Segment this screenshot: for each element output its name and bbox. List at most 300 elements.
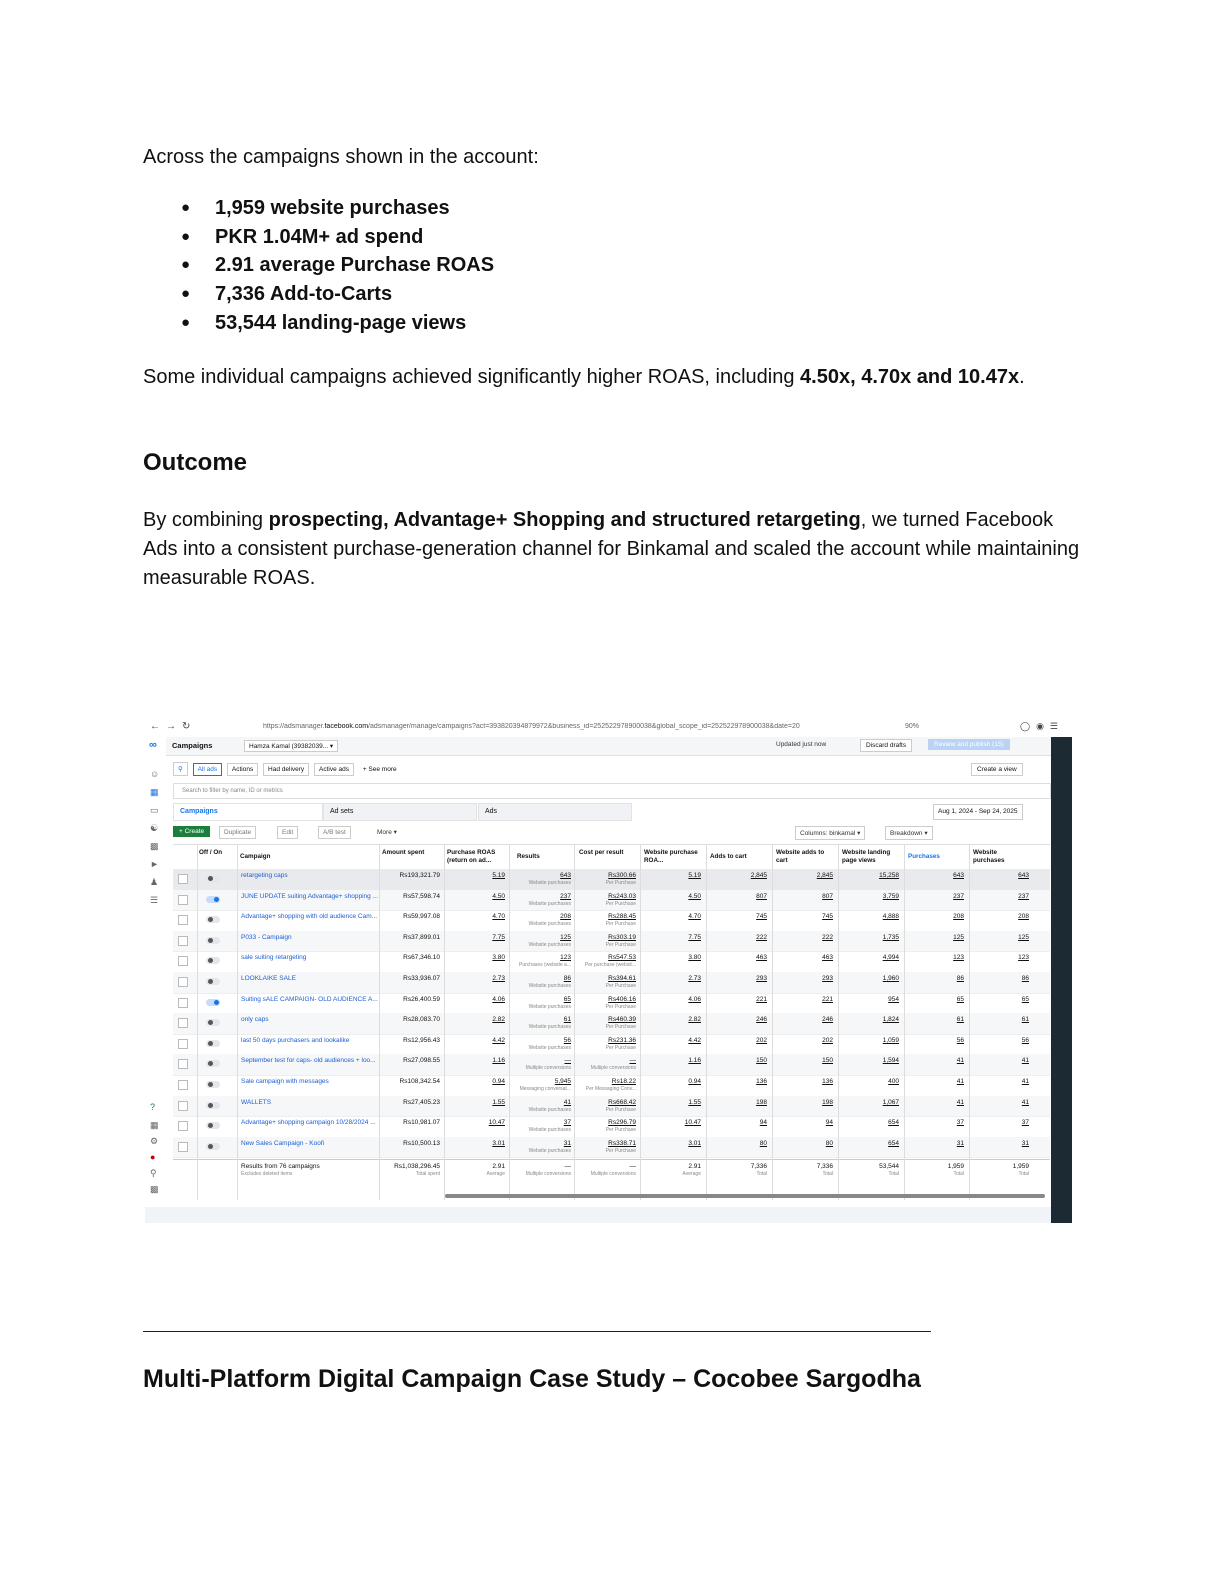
roas-text-end: .: [1019, 366, 1025, 388]
cell-lpv[interactable]: 654: [888, 1119, 899, 1127]
outcome-text: By combining: [143, 509, 269, 531]
campaign-toggle[interactable]: [206, 937, 220, 944]
account-selector[interactable]: Hamza Kamal (39382039... ▾: [244, 740, 338, 752]
total-wroas-sub: Average: [682, 1171, 701, 1178]
cell-wpur[interactable]: 41: [1021, 1078, 1029, 1085]
cell-wpur[interactable]: 31: [1021, 1139, 1029, 1147]
cell-pur[interactable]: 208: [953, 913, 964, 921]
cell-wpur[interactable]: 65: [1021, 995, 1029, 1003]
table-row[interactable]: [173, 931, 1050, 953]
cell-watc[interactable]: 293: [822, 975, 833, 982]
cell-wroas[interactable]: 2.73: [688, 975, 701, 982]
settings-icon[interactable]: ⚙: [150, 1136, 159, 1146]
cell-wroas[interactable]: 4.50: [688, 892, 701, 900]
filter-see-more[interactable]: + See more: [359, 764, 401, 775]
smile-icon[interactable]: ☺: [150, 769, 160, 779]
cell-wroas[interactable]: 3.01: [688, 1139, 701, 1147]
cell-watc[interactable]: 198: [822, 1098, 833, 1106]
breakdown-button[interactable]: Breakdown ▾: [885, 826, 933, 840]
cell-spent: Rs27,098.55: [403, 1057, 440, 1065]
col-purchases[interactable]: Purchases: [908, 853, 940, 860]
cell-results[interactable]: —: [564, 1057, 571, 1065]
cell-roas[interactable]: 2.73: [492, 975, 505, 982]
campaign-toggle[interactable]: [206, 1143, 220, 1150]
cell-atc[interactable]: 745: [756, 913, 767, 921]
col-results[interactable]: Results: [517, 853, 540, 860]
campaign-name-link[interactable]: only caps: [241, 1016, 269, 1024]
col-website-purchase-roas[interactable]: Website purchase ROA...: [644, 849, 698, 864]
cell-watc[interactable]: 246: [822, 1016, 833, 1024]
pages-icon[interactable]: ▭: [150, 805, 159, 815]
cell-cpr[interactable]: Rs18.22: [611, 1078, 636, 1085]
filter-all-ads[interactable]: All ads: [193, 763, 223, 776]
cell-cpr[interactable]: Rs338.71: [608, 1139, 636, 1147]
col-off-on[interactable]: Off / On: [199, 849, 223, 856]
cell-atc[interactable]: 198: [756, 1098, 767, 1106]
create-button[interactable]: + Create: [173, 826, 210, 837]
edit-button[interactable]: Edit: [277, 826, 298, 839]
column-divider: [379, 844, 380, 1200]
browser-nav-icons[interactable]: ←→↻: [150, 721, 197, 732]
row-checkbox[interactable]: [178, 1121, 188, 1131]
tab-campaigns[interactable]: Campaigns: [173, 803, 323, 821]
cell-watc[interactable]: 463: [822, 954, 833, 962]
filter-actions[interactable]: Actions: [227, 763, 258, 776]
column-divider: [237, 844, 238, 1200]
col-cost-per-result[interactable]: Cost per result: [579, 849, 624, 856]
campaign-toggle[interactable]: [206, 999, 220, 1006]
cell-results-sub: Website purchases: [528, 1024, 571, 1031]
cell-wroas[interactable]: 1.16: [688, 1057, 701, 1065]
row-checkbox[interactable]: [178, 1059, 188, 1069]
col-website-adds-to-cart[interactable]: Website adds to cart: [776, 849, 825, 864]
cell-cpr-sub: Per Purchase: [605, 880, 636, 886]
cell-wroas[interactable]: 1.55: [688, 1098, 701, 1106]
cell-wpur[interactable]: 125: [1018, 933, 1029, 941]
cell-lpv[interactable]: 15,258: [879, 872, 899, 879]
table-row[interactable]: [173, 1034, 1050, 1056]
next-case-study-heading: Multi-Platform Digital Campaign Case Study – Cocobee Sargodha: [143, 1365, 921, 1393]
cell-cpr-sub: Multiple conversions: [590, 1065, 636, 1072]
cell-roas[interactable]: 7.75: [492, 933, 505, 941]
search-input[interactable]: Search to filter by name, ID or metrics: [173, 783, 1051, 799]
cell-results[interactable]: 31: [563, 1139, 571, 1147]
campaign-toggle[interactable]: [206, 1040, 220, 1047]
left-nav-rail: [145, 737, 166, 1207]
cell-wpur[interactable]: 208: [1018, 913, 1029, 921]
table-row[interactable]: [173, 1013, 1050, 1035]
bullet-item: ● PKR 1.04M+ ad spend: [143, 223, 494, 252]
cell-roas[interactable]: 2.82: [492, 1016, 505, 1024]
cell-cpr[interactable]: —: [629, 1057, 636, 1065]
cell-results[interactable]: 5,945: [554, 1078, 571, 1085]
cell-watc[interactable]: 221: [822, 995, 833, 1003]
table-row[interactable]: [173, 869, 1050, 891]
cell-spent: Rs33,936.07: [403, 975, 440, 982]
cell-pur[interactable]: 125: [953, 933, 964, 941]
cell-results-sub: Website purchases: [528, 1147, 571, 1154]
cell-spent: Rs108,342.54: [399, 1078, 440, 1085]
people-icon[interactable]: ♟: [150, 877, 159, 887]
cell-pur[interactable]: 65: [956, 995, 964, 1003]
campaign-toggle[interactable]: [206, 957, 220, 964]
cell-watc[interactable]: 94: [825, 1119, 833, 1127]
cell-spent: Rs26,400.59: [403, 995, 440, 1003]
cell-cpr[interactable]: Rs394.61: [608, 975, 636, 982]
cell-lpv[interactable]: 654: [888, 1139, 899, 1147]
cell-lpv[interactable]: 4,888: [882, 913, 899, 921]
outcome-text-end: , we turned Facebook Ads into a consistent purchase-generation channel for Binkamal and scaled the account while maintaining measurable ROAS.: [143, 509, 1080, 589]
outcome-heading: Outcome: [143, 449, 248, 476]
cell-results[interactable]: 41: [563, 1098, 571, 1106]
cell-pur[interactable]: 86: [956, 975, 964, 982]
cell-wroas[interactable]: 3.80: [688, 954, 701, 962]
campaign-name-link[interactable]: P033 - Campaign: [241, 933, 292, 941]
cell-roas[interactable]: 4.70: [492, 913, 505, 921]
screenshot-bottom-strip: [145, 1207, 1051, 1223]
browser-url-bar: [145, 717, 1072, 738]
cell-results-sub: Website purchases: [528, 1106, 571, 1113]
campaign-toggle[interactable]: [206, 978, 220, 985]
campaign-toggle[interactable]: [206, 896, 220, 903]
campaign-name-link[interactable]: JUNE UPDATE suiting Advantage+ shopping ...: [241, 892, 378, 900]
date-range-picker[interactable]: Aug 1, 2024 - Sep 24, 2025: [933, 804, 1023, 820]
cell-results[interactable]: 86: [563, 975, 571, 982]
campaign-name-link[interactable]: last 50 days purchasers and lookalike: [241, 1036, 350, 1044]
table-row[interactable]: [173, 993, 1050, 1015]
campaign-name-link[interactable]: Advantage+ shopping campaign 10/28/2024 ...: [241, 1119, 376, 1127]
cell-wroas[interactable]: 10.47: [684, 1119, 701, 1127]
cell-pur[interactable]: 61: [956, 1016, 964, 1024]
cell-wroas[interactable]: 4.70: [688, 913, 701, 921]
cell-lpv[interactable]: 1,735: [882, 933, 899, 941]
cell-lpv[interactable]: 1,594: [882, 1057, 899, 1065]
filter-active-ads[interactable]: Active ads: [314, 763, 354, 776]
table-row[interactable]: [173, 890, 1050, 912]
cell-roas[interactable]: 0.94: [492, 1078, 505, 1085]
cell-atc[interactable]: 463: [756, 954, 767, 962]
cell-atc[interactable]: 136: [756, 1078, 767, 1085]
cell-cpr[interactable]: Rs231.36: [608, 1036, 636, 1044]
columns-button[interactable]: Columns: binkamal ▾: [795, 826, 865, 840]
campaign-name-link[interactable]: WALLETS: [241, 1098, 272, 1106]
cell-results-sub: Website purchases: [528, 1003, 571, 1010]
cell-cpr-sub: Per Purchase: [605, 1106, 636, 1113]
meta-logo-icon[interactable]: ∞: [149, 739, 157, 751]
cell-spent: Rs37,899.01: [403, 933, 440, 941]
row-checkbox[interactable]: [178, 977, 188, 987]
table-row[interactable]: [173, 1137, 1050, 1159]
row-checkbox[interactable]: [178, 1080, 188, 1090]
cell-roas[interactable]: 1.16: [492, 1057, 505, 1065]
col-amount-spent[interactable]: Amount spent: [382, 849, 425, 856]
cell-roas[interactable]: 5.19: [492, 872, 505, 879]
cell-roas[interactable]: 1.55: [492, 1098, 505, 1106]
table-row[interactable]: [173, 1075, 1050, 1097]
discard-drafts-button[interactable]: Discard drafts: [860, 739, 912, 752]
cell-pur[interactable]: 31: [956, 1139, 964, 1147]
bug-icon[interactable]: ▩: [150, 1184, 159, 1194]
col-purchase-roas[interactable]: Purchase ROAS (return on ad...: [447, 849, 496, 864]
cell-cpr-sub: Per Purchase: [605, 900, 636, 907]
row-checkbox[interactable]: [178, 874, 188, 884]
cell-spent: Rs10,500.13: [403, 1139, 440, 1147]
total-spent-sub: Total spent: [415, 1171, 440, 1178]
bullet-item: ● 53,544 landing-page views: [143, 309, 494, 338]
cell-wpur[interactable]: 37: [1021, 1119, 1029, 1127]
campaign-toggle[interactable]: [206, 1081, 220, 1088]
cell-atc[interactable]: 293: [756, 975, 767, 982]
cell-lpv[interactable]: 1,960: [882, 975, 899, 982]
campaign-name-link[interactable]: retargeting caps: [241, 872, 288, 879]
cell-atc[interactable]: 246: [756, 1016, 767, 1024]
cell-wroas[interactable]: 4.06: [688, 995, 701, 1003]
campaign-name-link[interactable]: Suiting sALE CAMPAIGN- OLD AUDIENCE A...: [241, 995, 378, 1003]
url-rest: /adsmanager/manage/campaigns?act=393820394879972&business_id=252522978900038&global_scope_id=252522978900038&date=20: [368, 723, 800, 730]
cell-cpr[interactable]: Rs460.39: [608, 1016, 636, 1024]
cell-results[interactable]: 61: [563, 1016, 571, 1024]
row-checkbox[interactable]: [178, 1142, 188, 1152]
cell-watc[interactable]: 2,845: [816, 872, 833, 879]
col-adds-to-cart[interactable]: Adds to cart: [710, 853, 747, 860]
column-divider: [574, 844, 575, 1200]
cell-atc[interactable]: 80: [759, 1139, 767, 1147]
cell-pur[interactable]: 237: [953, 892, 964, 900]
cell-results-sub: Website purchases: [528, 921, 571, 928]
cell-cpr-sub: Per Purchase: [605, 941, 636, 948]
cell-cpr[interactable]: Rs288.45: [608, 913, 636, 921]
totals-sublabel: Excludes deleted items: [241, 1171, 293, 1178]
cell-cpr-sub: Per Purchase: [605, 921, 636, 928]
cell-cpr[interactable]: Rs547.53: [608, 954, 636, 962]
cell-wpur[interactable]: 643: [1018, 872, 1029, 879]
cell-cpr[interactable]: Rs303.19: [608, 933, 636, 941]
horizontal-scrollbar[interactable]: [445, 1194, 1045, 1198]
cell-roas[interactable]: 3.80: [492, 954, 505, 962]
campaign-name-link[interactable]: New Sales Campaign - Koofi: [241, 1139, 325, 1147]
cell-wroas[interactable]: 4.42: [688, 1036, 701, 1044]
cell-watc[interactable]: 745: [822, 913, 833, 921]
cell-lpv[interactable]: 4,994: [882, 954, 899, 962]
column-divider: [772, 844, 773, 1200]
cell-atc[interactable]: 2,845: [750, 872, 767, 879]
zoom-level[interactable]: 90%: [905, 723, 920, 730]
cell-wroas[interactable]: 5.19: [688, 872, 701, 879]
total-purchases: 1,959: [947, 1163, 964, 1171]
cell-cpr[interactable]: Rs243.03: [608, 892, 636, 900]
cell-wpur[interactable]: 61: [1021, 1016, 1029, 1024]
cell-roas[interactable]: 3.01: [492, 1139, 505, 1147]
cell-pur[interactable]: 643: [953, 872, 964, 879]
col-website-purchases[interactable]: Website purchases: [973, 849, 1005, 864]
url-prefix: https://adsmanager.: [263, 723, 325, 730]
roas-paragraph: [143, 363, 1063, 392]
cell-watc[interactable]: 150: [822, 1057, 833, 1065]
row-checkbox[interactable]: [178, 936, 188, 946]
cell-wpur[interactable]: 123: [1018, 954, 1029, 962]
level-tabs: [173, 803, 1041, 819]
roas-highlight: 4.50x, 4.70x and 10.47x: [800, 366, 1020, 388]
campaign-toggle[interactable]: [206, 1122, 220, 1129]
campaign-name-link[interactable]: sale suiting retargeting: [241, 954, 307, 962]
campaign-toggle[interactable]: [206, 916, 220, 923]
search-icon[interactable]: ⚲: [150, 1168, 157, 1178]
page-title: Campaigns: [172, 741, 213, 750]
campaign-toggle[interactable]: [206, 1060, 220, 1067]
search-button[interactable]: ⚲: [173, 762, 188, 776]
cell-watc[interactable]: 136: [822, 1078, 833, 1085]
cell-wroas[interactable]: 7.75: [688, 933, 701, 941]
cell-atc[interactable]: 222: [756, 933, 767, 941]
cell-roas[interactable]: 10.47: [488, 1119, 505, 1127]
tab-ad-sets[interactable]: Ad sets: [323, 803, 477, 821]
cell-results[interactable]: 125: [560, 933, 571, 941]
row-checkbox[interactable]: [178, 1018, 188, 1028]
cell-watc[interactable]: 202: [822, 1036, 833, 1044]
url-text[interactable]: [263, 723, 903, 730]
total-atc: 7,336: [750, 1163, 767, 1171]
cell-atc[interactable]: 807: [756, 892, 767, 900]
cell-spent: Rs12,956.43: [403, 1036, 440, 1044]
cell-lpv[interactable]: 954: [888, 995, 899, 1003]
create-view-button[interactable]: Create a view: [971, 763, 1023, 776]
cell-wpur[interactable]: 56: [1021, 1036, 1029, 1044]
cell-lpv[interactable]: 1,824: [882, 1016, 899, 1024]
more-button[interactable]: More ▾: [373, 826, 401, 838]
cell-spent: Rs67,346.10: [403, 954, 440, 962]
cell-pur[interactable]: 56: [956, 1036, 964, 1044]
row-checkbox[interactable]: [178, 1039, 188, 1049]
cell-wroas[interactable]: 0.94: [688, 1078, 701, 1085]
cell-cpr[interactable]: Rs406.16: [608, 995, 636, 1003]
campaign-name-link[interactable]: LOOKLAIKE SALE: [241, 975, 296, 982]
cell-atc[interactable]: 94: [759, 1119, 767, 1127]
total-website-purchases-sub: Total: [1018, 1171, 1029, 1178]
cell-pur[interactable]: 41: [956, 1098, 964, 1106]
cell-cpr-sub: Per Purchase: [605, 1003, 636, 1010]
cell-wpur[interactable]: 86: [1021, 975, 1029, 982]
campaign-name-link[interactable]: Sale campaign with messages: [241, 1078, 329, 1085]
audience-icon[interactable]: ☯: [150, 823, 159, 833]
outcome-highlight: prospecting, Advantage+ Shopping and structured retargeting: [268, 509, 861, 531]
col-landing-page-views[interactable]: Website landing page views: [842, 849, 891, 864]
cell-wroas[interactable]: 2.82: [688, 1016, 701, 1024]
table-row[interactable]: [173, 1096, 1050, 1118]
row-checkbox[interactable]: [178, 1101, 188, 1111]
cell-cpr-sub: Per Purchase: [605, 1127, 636, 1134]
help-icon[interactable]: ?: [150, 1102, 156, 1112]
cell-watc[interactable]: 80: [825, 1139, 833, 1147]
ads-manager-screenshot: [145, 717, 1072, 1223]
total-lpv: 53,544: [879, 1163, 899, 1171]
cell-cpr[interactable]: Rs668.42: [608, 1098, 636, 1106]
table-row[interactable]: [173, 1116, 1050, 1138]
tab-ads[interactable]: Ads: [478, 803, 632, 821]
cell-wpur[interactable]: 41: [1021, 1098, 1029, 1106]
table-icon[interactable]: ▦: [150, 787, 159, 797]
cell-results[interactable]: 37: [563, 1119, 571, 1127]
cell-results[interactable]: 56: [563, 1036, 571, 1044]
cell-lpv[interactable]: 400: [888, 1078, 899, 1085]
outcome-paragraph: [143, 506, 1083, 593]
cell-wpur[interactable]: 237: [1018, 892, 1029, 900]
notification-icon[interactable]: ●: [150, 1152, 156, 1162]
section-divider: [143, 1331, 931, 1332]
total-spent: Rs1,038,296.45: [394, 1163, 440, 1171]
cell-cpr[interactable]: Rs300.66: [608, 872, 636, 879]
cell-lpv[interactable]: 1,067: [882, 1098, 899, 1106]
cell-watc[interactable]: 807: [822, 892, 833, 900]
column-divider: [444, 844, 445, 1200]
campaign-toggle[interactable]: [206, 875, 220, 882]
cell-pur[interactable]: 123: [953, 954, 964, 962]
total-website-purchases: 1,959: [1012, 1163, 1029, 1171]
campaign-toggle[interactable]: [206, 1102, 220, 1109]
table-row[interactable]: [173, 1054, 1050, 1076]
cell-roas[interactable]: 4.50: [492, 892, 505, 900]
table-row[interactable]: [173, 972, 1050, 994]
cell-results[interactable]: 123: [560, 954, 571, 962]
column-divider: [197, 844, 198, 1200]
review-publish-button[interactable]: Review and publish (15): [928, 739, 1010, 750]
duplicate-button[interactable]: Duplicate: [219, 826, 256, 839]
campaign-name-link[interactable]: Advantage+ shopping with old audience Cam...: [241, 913, 378, 921]
ab-test-button[interactable]: A/B test: [318, 826, 351, 839]
cell-cpr-sub: Per Purchase: [605, 1147, 636, 1154]
col-campaign[interactable]: Campaign: [240, 853, 271, 860]
cell-spent: Rs57,598.74: [403, 892, 440, 900]
cell-spent: Rs27,405.23: [403, 1098, 440, 1106]
cell-roas[interactable]: 4.42: [492, 1036, 505, 1044]
table-row[interactable]: [173, 951, 1050, 973]
cell-pur[interactable]: 37: [956, 1119, 964, 1127]
cell-cpr[interactable]: Rs296.79: [608, 1119, 636, 1127]
cell-results[interactable]: 65: [563, 995, 571, 1003]
table-row[interactable]: [173, 910, 1050, 932]
cell-results-sub: Messaging conversat...: [519, 1086, 571, 1092]
cell-lpv[interactable]: 3,759: [882, 892, 899, 900]
cell-spent: Rs193,321.79: [399, 872, 440, 879]
megaphone-icon[interactable]: ►: [150, 859, 159, 869]
report-icon[interactable]: ▦: [150, 1120, 159, 1130]
cell-results[interactable]: 237: [560, 892, 571, 900]
browser-toolbar-icons[interactable]: ◯◉☰: [1020, 721, 1064, 731]
cell-atc[interactable]: 221: [756, 995, 767, 1003]
cell-pur[interactable]: 41: [956, 1078, 964, 1085]
cell-roas[interactable]: 4.06: [492, 995, 505, 1003]
cell-atc[interactable]: 150: [756, 1057, 767, 1065]
campaign-toggle[interactable]: [206, 1019, 220, 1026]
row-checkbox[interactable]: [178, 998, 188, 1008]
cell-results-sub: Website purchases: [528, 1044, 571, 1051]
menu-icon[interactable]: ☰: [150, 895, 159, 905]
cell-atc[interactable]: 202: [756, 1036, 767, 1044]
filter-had-delivery[interactable]: Had delivery: [263, 763, 309, 776]
table-header: [173, 844, 1050, 870]
cell-results[interactable]: 643: [560, 872, 571, 879]
cell-pur[interactable]: 41: [956, 1057, 964, 1065]
campaign-name-link[interactable]: September test for caps- old audiences + loo...: [241, 1057, 376, 1065]
cell-lpv[interactable]: 1,059: [882, 1036, 899, 1044]
billing-icon[interactable]: ▩: [150, 841, 159, 851]
row-checkbox[interactable]: [178, 956, 188, 966]
totals-row: [173, 1159, 1050, 1190]
row-checkbox[interactable]: [178, 895, 188, 905]
cell-results[interactable]: 208: [560, 913, 571, 921]
cell-watc[interactable]: 222: [822, 933, 833, 941]
cell-wpur[interactable]: 41: [1021, 1057, 1029, 1065]
row-checkbox[interactable]: [178, 915, 188, 925]
